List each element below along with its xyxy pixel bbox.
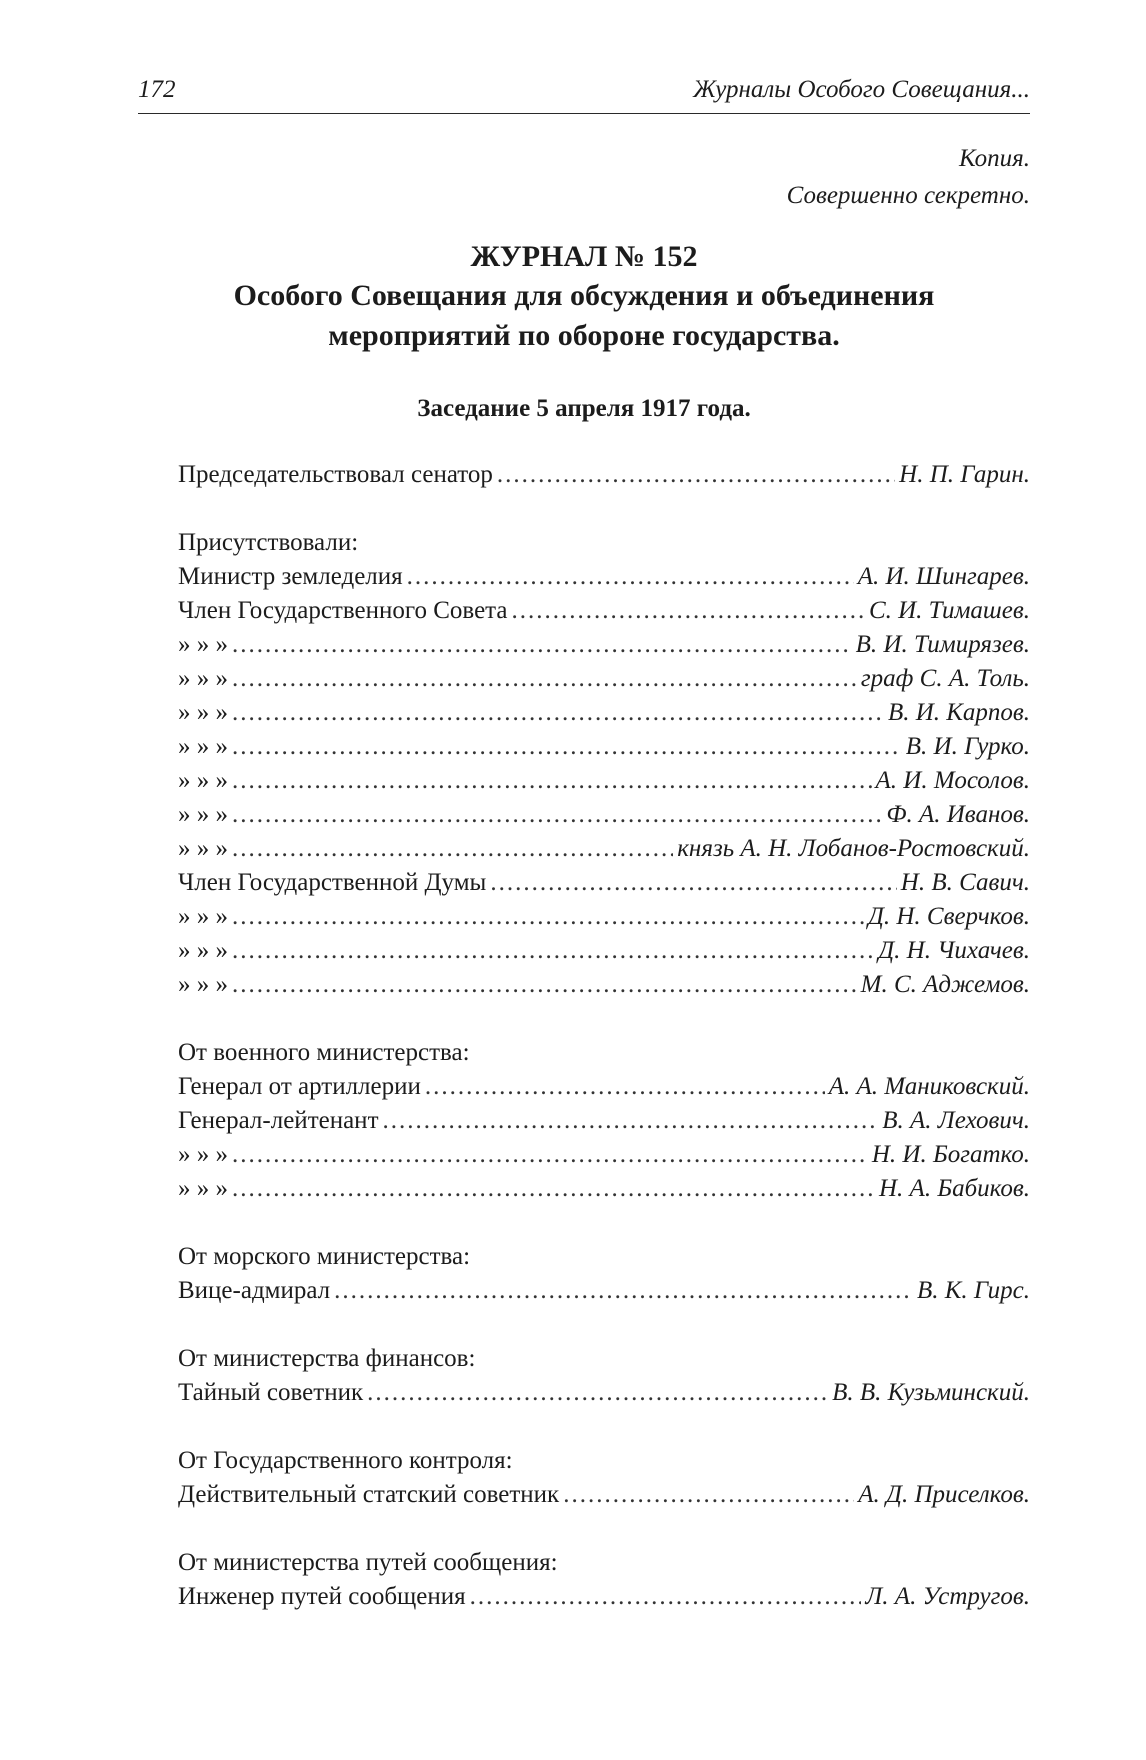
attendee-name: В. В. Кузьминский.: [832, 1379, 1030, 1406]
attendee-row: [178, 1478, 1030, 1512]
chair-label: Председательствовал сенатор: [178, 461, 493, 488]
attendee-position: Генерал-лейтенант: [178, 1107, 379, 1134]
attendee-row: [178, 662, 1030, 696]
attendee-position: » » »: [178, 733, 228, 760]
attendee-name: В. И. Карпов.: [887, 699, 1030, 726]
attendee-row: [178, 1580, 1030, 1614]
attendee-position: Вице-адмирал: [178, 1277, 331, 1304]
dot-leader: [334, 1274, 913, 1308]
dot-leader: [232, 1138, 868, 1172]
section-heading: От министерства путей сообщения:: [178, 1549, 558, 1576]
attendee-position: » » »: [178, 835, 228, 862]
running-title: Журналы Особого Совещания...: [693, 76, 1030, 103]
naval-list: [178, 1274, 1030, 1308]
dot-leader: [383, 1104, 879, 1138]
section-heading: Присутствовали:: [178, 529, 359, 556]
running-header: [138, 76, 1030, 104]
chair-row: [178, 458, 1030, 492]
attendee-position: Министр земледелия: [178, 563, 403, 590]
dot-leader: [563, 1478, 854, 1512]
attendee-row: [178, 1104, 1030, 1138]
control-list: [178, 1478, 1030, 1512]
header-rule: [138, 113, 1030, 114]
dot-leader: [232, 1172, 875, 1206]
railways-list: [178, 1580, 1030, 1614]
attendee-position: Генерал от артиллерии: [178, 1073, 421, 1100]
section-heading: От морского министерства:: [178, 1243, 471, 1270]
attendee-position: Действительный статский советник: [178, 1481, 560, 1508]
dot-leader: [367, 1376, 828, 1410]
attendee-row: [178, 730, 1030, 764]
dot-leader: [407, 560, 854, 594]
attendee-row: [178, 900, 1030, 934]
attendee-name: граф С. А. Толь.: [860, 665, 1030, 692]
attendee-position: » » »: [178, 971, 228, 998]
attendee-name: Н. А. Бабиков.: [879, 1175, 1030, 1202]
attendee-name: А. И. Мосолов.: [875, 767, 1030, 794]
attendee-name: Д. Н. Сверчков.: [867, 903, 1030, 930]
present-list: [178, 560, 1030, 1002]
section-heading: От Государственного контроля:: [178, 1447, 513, 1474]
attendee-name: Ф. А. Иванов.: [886, 801, 1030, 828]
dot-leader: [232, 662, 857, 696]
dot-leader: [232, 832, 673, 866]
attendee-name: Н. И. Богатко.: [871, 1141, 1030, 1168]
attendee-position: » » »: [178, 1175, 228, 1202]
dot-leader: [232, 968, 857, 1002]
attendee-position: » » »: [178, 903, 228, 930]
attendee-name: А. И. Шингарев.: [857, 563, 1030, 590]
attendee-row: [178, 696, 1030, 730]
attendee-row: [178, 968, 1030, 1002]
finance-list: [178, 1376, 1030, 1410]
attendee-position: Инженер путей сообщения: [178, 1583, 466, 1610]
dot-leader: [232, 934, 874, 968]
attendee-name: В. И. Тимирязев.: [855, 631, 1030, 658]
dot-leader: [232, 628, 852, 662]
attendee-name: В. И. Гурко.: [905, 733, 1030, 760]
attendee-name: Н. В. Савич.: [900, 869, 1030, 896]
attendee-position: » » »: [178, 767, 228, 794]
title-line-2: Особого Совещания для обсуждения и объединения: [233, 279, 935, 312]
dot-leader: [425, 1070, 825, 1104]
attendee-name: С. И. Тимашев.: [868, 597, 1030, 624]
attendee-row: [178, 832, 1030, 866]
attendee-position: » » »: [178, 665, 228, 692]
attendee-row: [178, 1138, 1030, 1172]
attendee-row: [178, 560, 1030, 594]
attendee-row: [178, 934, 1030, 968]
dot-leader: [232, 730, 902, 764]
attendee-row: [178, 1274, 1030, 1308]
secrecy-stamp: [787, 140, 1030, 214]
meeting-date: Заседание 5 апреля 1917 года.: [417, 395, 751, 422]
attendee-name: Д. Н. Чихачев.: [878, 937, 1030, 964]
journal-number: ЖУРНАЛ № 152: [470, 240, 698, 273]
attendee-name: А. Д. Приселков.: [858, 1481, 1030, 1508]
attendee-position: Тайный советник: [178, 1379, 364, 1406]
section-heading: От министерства финансов:: [178, 1345, 476, 1372]
section-heading: От военного министерства:: [178, 1039, 470, 1066]
attendee-row: [178, 1172, 1030, 1206]
attendee-position: » » »: [178, 937, 228, 964]
attendee-row: [178, 1070, 1030, 1104]
dot-leader: [470, 1580, 862, 1614]
chair-name: Н. П. Гарин.: [899, 461, 1030, 488]
attendee-position: » » »: [178, 801, 228, 828]
secret-note: Совершенно секретно.: [786, 182, 1030, 209]
attendee-position: » » »: [178, 631, 228, 658]
page-number: 172: [138, 76, 176, 103]
dot-leader: [512, 594, 865, 628]
attendance-roster: [178, 458, 1030, 1614]
attendee-name: Л. А. Устругов.: [865, 1583, 1030, 1610]
dot-leader: [490, 866, 896, 900]
military-list: [178, 1070, 1030, 1206]
attendee-row: [178, 764, 1030, 798]
dot-leader: [232, 764, 872, 798]
dot-leader: [232, 798, 882, 832]
dot-leader: [232, 900, 864, 934]
attendee-row: [178, 628, 1030, 662]
dot-leader: [232, 696, 884, 730]
attendee-name: В. А. Лехович.: [882, 1107, 1030, 1134]
attendee-name: А. А. Маниковский.: [828, 1073, 1030, 1100]
attendee-name: М. С. Аджемов.: [860, 971, 1030, 998]
attendee-row: [178, 866, 1030, 900]
attendee-position: Член Государственного Совета: [178, 597, 508, 624]
attendee-row: [178, 798, 1030, 832]
copy-note: Копия.: [958, 145, 1030, 172]
document-title: [138, 238, 1030, 356]
attendee-name: В. К. Гирс.: [917, 1277, 1030, 1304]
attendee-name: князь А. Н. Лобанов-Ростовский.: [677, 835, 1030, 862]
attendee-position: Член Государственной Думы: [178, 869, 487, 896]
dot-leader: [497, 458, 895, 492]
attendee-row: [178, 1376, 1030, 1410]
attendee-row: [178, 594, 1030, 628]
attendee-position: » » »: [178, 699, 228, 726]
attendee-position: » » »: [178, 1141, 228, 1168]
title-line-3: мероприятий по обороне государства.: [328, 319, 840, 352]
